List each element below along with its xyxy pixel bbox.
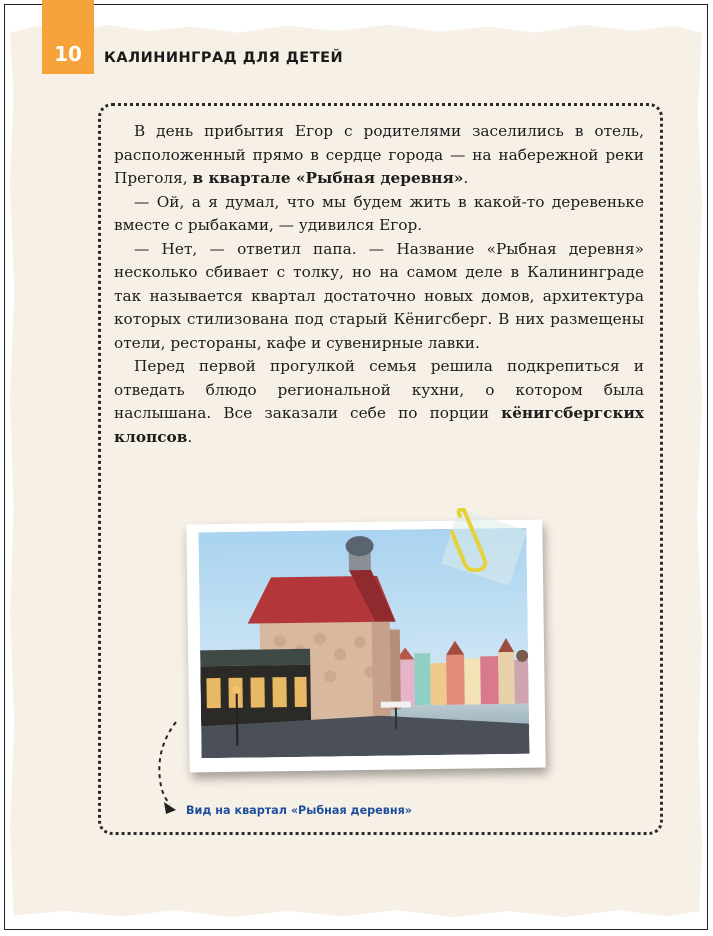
paragraph-2: — Ой, а я думал, что мы будем жить в какой-то деревеньке вместе с рыбаками, — удивился Егор. (114, 192, 644, 234)
paragraph-1: В день прибытия Егор с родителями заселились в отель, расположенный прямо в сердце города — на набережной реки Преголя, в квартале «Рыбная деревня». (114, 122, 644, 187)
chapter-title: КАЛИНИНГРАД ДЛЯ ДЕТЕЙ (104, 50, 344, 66)
photo-caption: Вид на квартал «Рыбная деревня» (186, 804, 412, 817)
paper-clip-icon (450, 508, 490, 576)
body-text (114, 120, 644, 449)
paragraph-4: Перед первой прогулкой семья решила подкрепиться и отведать блюдо региональной кухни, о котором была наслышана. Все заказали себе по порции кёнигсбергских клопсов. (114, 357, 644, 446)
page-number-tab (42, 0, 94, 74)
curved-arrow-icon (152, 718, 188, 822)
page-number: 10 (54, 42, 82, 66)
bold-phrase: в квартале «Рыбная деревня» (192, 169, 464, 187)
bold-phrase: кёнигсбергских клопсов (114, 404, 644, 446)
paragraph-3: — Нет, — ответил папа. — Название «Рыбная деревня» несколько сбивает с толку, но на самом деле в Калининграде так называется квартал достаточно новых домов, архитектура которых стилизована под старый Кёнигсберг. В них размещены отели, рестораны, кафе и сувенирные лавки. (114, 239, 644, 352)
